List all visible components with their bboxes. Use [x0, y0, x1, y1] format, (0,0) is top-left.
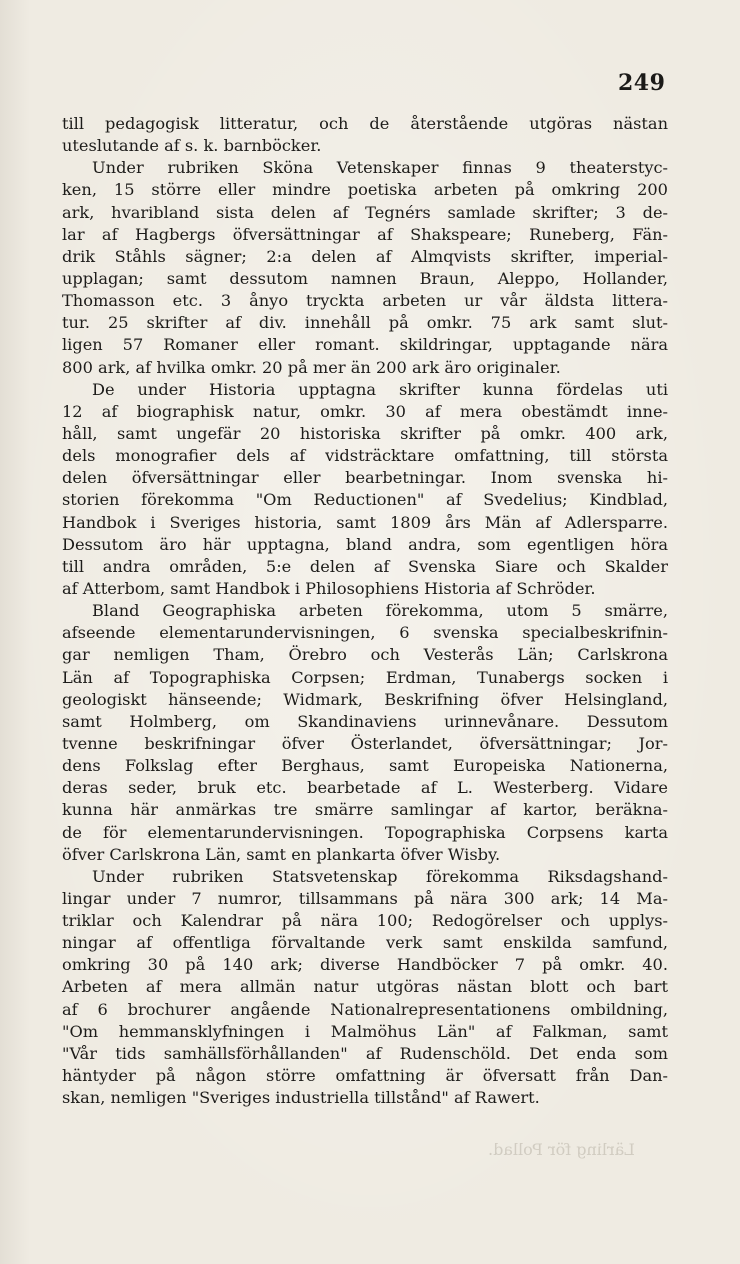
- text-line: deras seder, bruk etc. bearbetade af L. Westerberg. Vidare: [62, 778, 668, 798]
- text-line: samt Holmberg, om Skandinaviens urinnevånare. Dessutom: [62, 711, 668, 731]
- text-line: 12 af biographisk natur, omkr. 30 af mera obestämdt inne-: [62, 401, 668, 421]
- text-line: häntyder på någon större omfattning är öfversatt från Dan-: [62, 1066, 668, 1086]
- text-line: dels monografier dels af vidsträcktare omfattning, till största: [62, 446, 668, 466]
- text-line: öfver Carlskrona Län, samt en plankarta öfver Wisby.: [62, 844, 501, 864]
- text-line: De under Historia upptagna skrifter kunna fördelas uti: [92, 379, 668, 399]
- text-line: dens Folkslag efter Berghaus, samt Europeiska Nationerna,: [62, 756, 668, 776]
- page-number: 249: [618, 70, 666, 96]
- text-line: till pedagogisk litteratur, och de återstående utgöras nästan: [62, 114, 668, 133]
- text-line: Handbok i Sveriges historia, samt 1809 års Män af Adlersparre.: [62, 512, 668, 532]
- text-line: lingar under 7 numror, tillsammans på nära 300 ark; 14 Ma-: [62, 888, 668, 908]
- text-line: Under rubriken Sköna Vetenskaper finnas 9 theaterstyc-: [92, 158, 668, 178]
- text-line: 800 ark, af hvilka omkr. 20 på mer än 200 ark äro originaler.: [62, 357, 561, 377]
- text-line: Dessutom äro här upptagna, bland andra, som egentligen höra: [62, 534, 668, 554]
- text-line: ken, 15 större eller mindre poetiska arbeten på omkring 200: [62, 180, 668, 200]
- text-line: drik Ståhls sägner; 2:a delen af Almqvists skrifter, imperial-: [62, 246, 668, 266]
- text-line: upplagan; samt dessutom namnen Braun, Aleppo, Hollander,: [62, 268, 668, 288]
- text-line: de för elementarundervisningen. Topographiska Corpsens karta: [62, 822, 668, 842]
- text-line: Arbeten af mera allmän natur utgöras nästan blott och bart: [62, 977, 668, 997]
- text-line: af Atterbom, samt Handbok i Philosophiens Historia af Schröder.: [62, 578, 596, 598]
- body-text: [62, 113, 668, 1109]
- text-line: Under rubriken Statsvetenskap förekomma Riksdagshand-: [92, 866, 668, 886]
- text-line: håll, samt ungefär 20 historiska skrifter på omkr. 400 ark,: [62, 423, 668, 443]
- text-line: tur. 25 skrifter af div. innehåll på omkr. 75 ark samt slut-: [62, 313, 668, 333]
- text-line: afseende elementarundervisningen, 6 svenska specialbeskrifnin-: [62, 623, 668, 643]
- text-line: "Vår tids samhällsförhållanden" af Rudenschöld. Det enda som: [62, 1043, 668, 1063]
- text-line: triklar och Kalendrar på nära 100; Redogörelser och upplys-: [62, 911, 668, 931]
- bleed-through-text: Lärling för Pollad.: [488, 1140, 635, 1159]
- text-line: storien förekomma "Om Reductionen" af Svedelius; Kindblad,: [62, 490, 668, 510]
- text-line: geologiskt hänseende; Widmark, Beskrifning öfver Helsingland,: [62, 689, 668, 709]
- text-line: ningar af offentliga förvaltande verk samt enskilda samfund,: [62, 933, 668, 953]
- text-line: kunna här anmärkas tre smärre samlingar af kartor, beräkna-: [62, 800, 668, 820]
- text-line: Thomasson etc. 3 ånyo tryckta arbeten ur vår äldsta littera-: [62, 291, 668, 311]
- text-line: uteslutande af s. k. barnböcker.: [62, 136, 322, 156]
- text-line: Bland Geographiska arbeten förekomma, utom 5 smärre,: [92, 601, 668, 621]
- text-line: skan, nemligen "Sveriges industriella tillstånd" af Rawert.: [62, 1088, 540, 1108]
- text-line: "Om hemmansklyfningen i Malmöhus Län" af Falkman, samt: [62, 1021, 668, 1041]
- text-line: till andra områden, 5:e delen af Svenska Siare och Skalder: [62, 556, 668, 576]
- text-line: delen öfversättningar eller bearbetningar. Inom svenska hi-: [62, 468, 668, 488]
- text-line: omkring 30 på 140 ark; diverse Handböcker 7 på omkr. 40.: [62, 955, 668, 975]
- text-line: Län af Topographiska Corpsen; Erdman, Tunabergs socken i: [62, 667, 668, 687]
- text-line: ark, hvaribland sista delen af Tegnérs samlade skrifter; 3 de-: [62, 202, 668, 222]
- text-line: ligen 57 Romaner eller romant. skildringar, upptagande nära: [62, 335, 668, 355]
- text-line: tvenne beskrifningar öfver Österlandet, öfversättningar; Jor-: [62, 733, 668, 753]
- text-line: lar af Hagbergs öfversättningar af Shakspeare; Runeberg, Fän-: [62, 224, 668, 244]
- text-line: af 6 brochurer angående Nationalrepresentationens ombildning,: [62, 999, 668, 1019]
- text-line: gar nemligen Tham, Örebro och Vesterås Län; Carlskrona: [62, 645, 668, 665]
